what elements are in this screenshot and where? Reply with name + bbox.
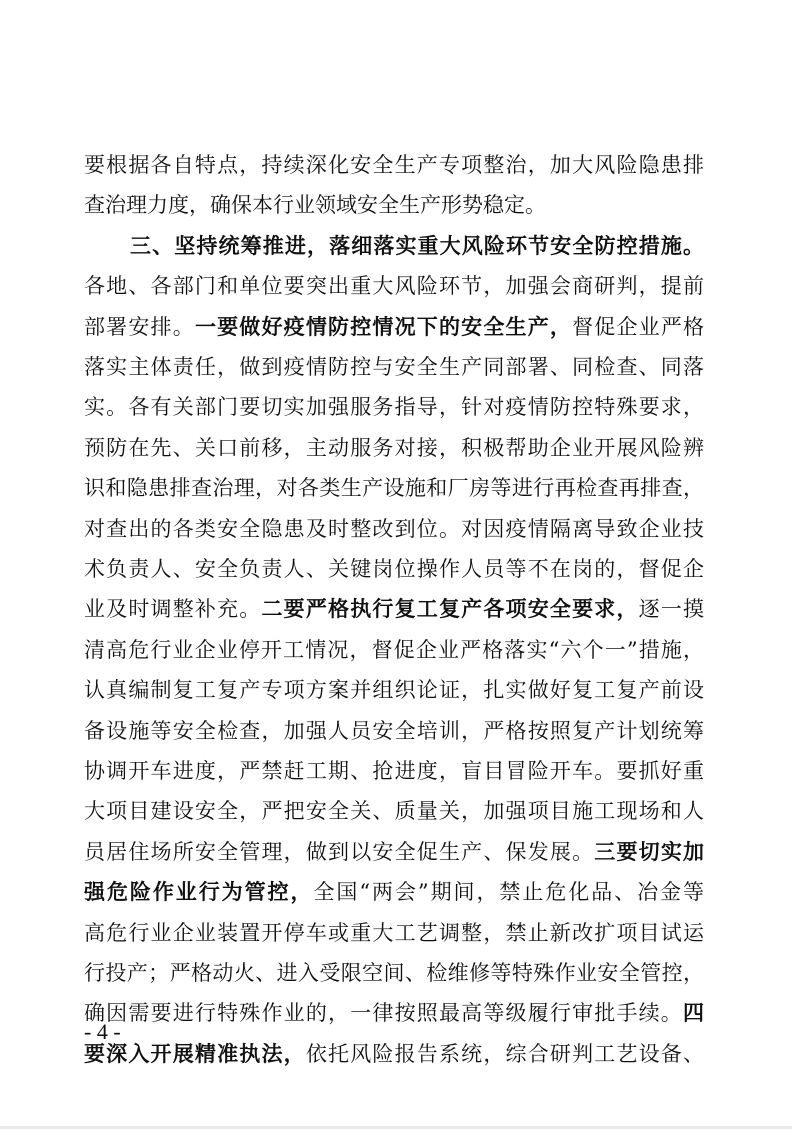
text-segment: 督促企业严格 bbox=[572, 314, 704, 339]
text-line bbox=[84, 145, 704, 185]
text-line bbox=[84, 428, 704, 468]
text-segment: 依托风险报告系统，综合研判工艺设备、 bbox=[305, 1041, 704, 1066]
bold-text-segment: 一要做好疫情防控情况下的安全生产， bbox=[194, 313, 573, 339]
bold-text-segment: 三、坚持统筹推进，落细落实重大风险环节安全防控措施。 bbox=[130, 232, 704, 258]
bold-text-segment: 强危险作业行为管控， bbox=[84, 879, 314, 905]
text-line bbox=[84, 711, 704, 751]
bold-text-segment: 要深入开展精准执法， bbox=[84, 1040, 306, 1066]
bold-text-segment: 二要严格执行复工复产各项安全要求， bbox=[261, 596, 639, 622]
bold-text-segment: 三要切实加 bbox=[594, 838, 704, 864]
text-line bbox=[84, 1034, 704, 1074]
text-segment: 行投产；严格动火、进入受限空间、检维修等特殊作业安全管控， bbox=[84, 961, 704, 985]
text-line bbox=[84, 307, 704, 347]
text-line bbox=[84, 832, 704, 872]
page-number: - 4 - bbox=[84, 1019, 121, 1044]
text-segment: 逐一摸 bbox=[638, 597, 704, 622]
text-segment: 大项目建设安全，严把安全关、质量关，加强项目施工现场和人 bbox=[84, 799, 704, 824]
text-segment: 员居住场所安全管理，做到以安全促生产、保发展。 bbox=[84, 839, 595, 864]
text-segment: 术负责人、安全负责人、关键岗位操作人员等不在岗的，督促企 bbox=[84, 557, 704, 581]
text-segment: 清高危行业企业停开工情况，督促企业严格落实“六个一”措施， bbox=[84, 637, 704, 662]
text-line bbox=[84, 589, 704, 629]
text-line bbox=[84, 630, 704, 670]
text-segment: 认真编制复工复产专项方案并组织论证，扎实做好复工复产前设 bbox=[84, 678, 704, 703]
text-segment: 查治理力度，确保本行业领域安全生产形势稳定。 bbox=[84, 193, 546, 218]
text-line bbox=[84, 751, 704, 791]
text-line bbox=[84, 185, 704, 225]
text-segment: 实。各有关部门要切实加强服务指导，针对疫情防控特殊要求， bbox=[84, 395, 704, 420]
text-segment: 部署安排。 bbox=[84, 314, 195, 339]
bold-text-segment: 四 bbox=[683, 1000, 704, 1026]
text-line bbox=[84, 347, 704, 387]
text-segment: 对查出的各类安全隐患及时整改到位。对因疫情隔离导致企业技 bbox=[84, 516, 704, 541]
text-line bbox=[84, 872, 704, 912]
text-segment: 业及时调整补充。 bbox=[84, 597, 262, 622]
text-line bbox=[84, 468, 704, 508]
text-line bbox=[84, 549, 704, 589]
text-segment: 预防在先、关口前移，主动服务对接，积极帮助企业开展风险辨 bbox=[84, 435, 704, 460]
text-segment: 识和隐患排查治理，对各类生产设施和厂房等进行再检查再排查， bbox=[84, 476, 704, 501]
text-line bbox=[84, 266, 704, 306]
text-line bbox=[84, 387, 704, 427]
text-line bbox=[84, 509, 704, 549]
text-line bbox=[84, 993, 704, 1033]
text-line bbox=[84, 670, 704, 710]
text-segment: 全国“两会”期间，禁止危化品、冶金等 bbox=[313, 880, 704, 905]
text-segment: 高危行业企业装置开停车或重大工艺调整，禁止新改扩项目试运 bbox=[84, 920, 704, 945]
text-segment: 落实主体责任，做到疫情防控与安全生产同部署、同检查、同落 bbox=[84, 355, 704, 379]
text-line bbox=[84, 953, 704, 993]
section-heading bbox=[130, 226, 704, 266]
text-segment: 要根据各自特点，持续深化安全生产专项整治，加大风险隐患排 bbox=[84, 153, 704, 177]
text-segment: 协调开车进度，严禁赶工期、抢进度，盲目冒险开车。要抓好重 bbox=[84, 759, 704, 783]
text-segment: 确因需要进行特殊作业的，一律按照最高等级履行审批手续。 bbox=[84, 1001, 683, 1026]
text-line bbox=[84, 791, 704, 831]
text-segment: 备设施等安全检查，加强人员安全培训，严格按照复产计划统筹 bbox=[84, 718, 704, 743]
text-segment: 各地、各部门和单位要突出重大风险环节，加强会商研判，提前 bbox=[84, 274, 704, 299]
text-line bbox=[84, 913, 704, 953]
